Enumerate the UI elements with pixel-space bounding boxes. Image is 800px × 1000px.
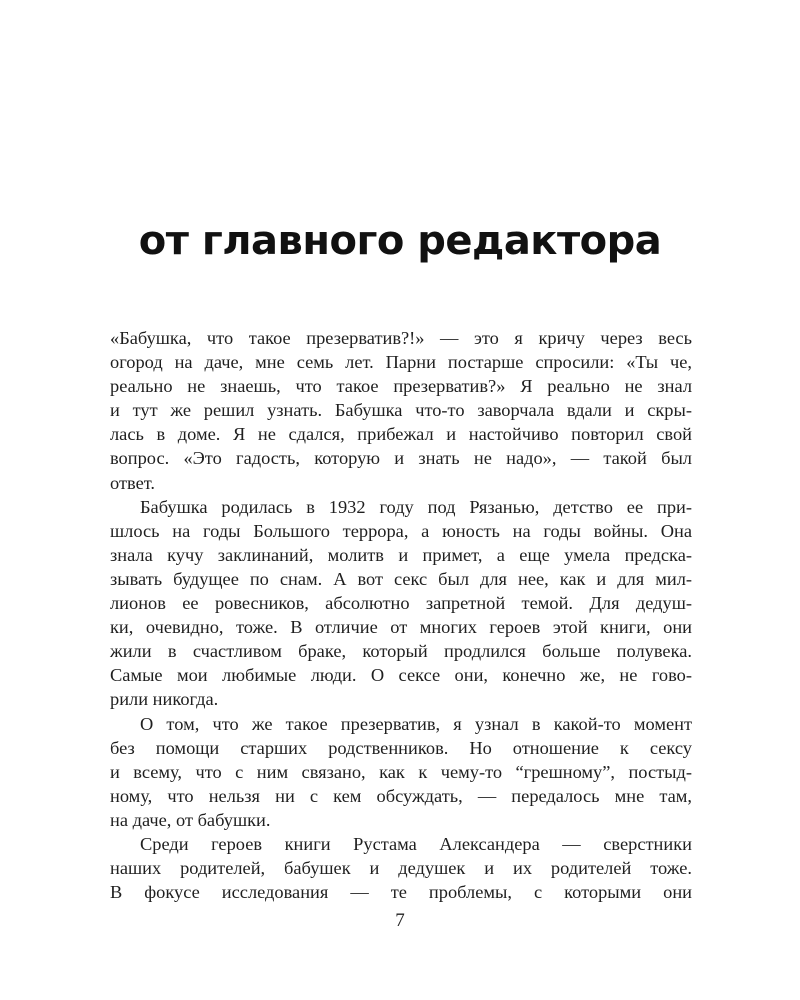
text-line: Бабушка родилась в 1932 году под Рязанью, детство ее при- bbox=[140, 496, 692, 517]
text-line: жили в счастливом браке, который продлился больше полувека. bbox=[110, 641, 692, 662]
paragraph-3 bbox=[110, 712, 692, 832]
text-line: О том, что же такое презерватив, я узнал в какой-то момент bbox=[140, 713, 692, 734]
text-line: реально не знаешь, что такое презерватив?» Я реально не знал bbox=[110, 376, 692, 397]
text-line: Среди героев книги Рустама Александера — сверстники bbox=[140, 833, 692, 854]
text-line: и всему, что с ним связано, как к чему-то “грешному”, постыд- bbox=[110, 761, 692, 782]
text-line: лась в доме. Я не сдался, прибежал и настойчиво повторил свой bbox=[110, 424, 692, 445]
text-line: ответ. bbox=[110, 472, 155, 493]
body-text bbox=[110, 326, 692, 904]
text-line: на даче, от бабушки. bbox=[110, 809, 271, 830]
text-line: В фокусе исследования — те проблемы, с которыми они bbox=[110, 882, 692, 903]
text-line: зывать будущее по снам. А вот секс был для нее, как и для мил- bbox=[110, 568, 692, 589]
text-line: огород на даче, мне семь лет. Парни постарше спросили: «Ты че, bbox=[110, 352, 692, 373]
paragraph-2 bbox=[110, 495, 692, 712]
text-line: Самые мои любимые люди. О сексе они, конечно же, не гово- bbox=[110, 665, 692, 686]
text-line: знала кучу заклинаний, молитв и примет, а еще умела предска- bbox=[110, 544, 692, 565]
chapter-heading: от главного редактора bbox=[138, 218, 662, 264]
paragraph-4 bbox=[110, 832, 692, 904]
text-line: рили никогда. bbox=[110, 689, 219, 710]
paragraph-1 bbox=[110, 326, 692, 495]
text-line: ному, что нельзя ни с кем обсуждать, — передалось мне там, bbox=[110, 785, 692, 806]
text-line: ки, очевидно, тоже. В отличие от многих героев этой книги, они bbox=[110, 617, 692, 638]
text-line: лионов ее ровесников, абсолютно запретной темой. Для дедуш- bbox=[110, 593, 692, 614]
page-number: 7 bbox=[395, 910, 405, 931]
text-line: «Бабушка, что такое презерватив?!» — это я кричу через весь bbox=[110, 328, 692, 348]
text-line: наших родителей, бабушек и дедушек и их родителей тоже. bbox=[110, 858, 692, 879]
text-line: вопрос. «Это гадость, которую и знать не надо», — такой был bbox=[110, 448, 692, 469]
text-line: шлось на годы Большого террора, а юность на годы войны. Она bbox=[110, 520, 692, 541]
text-line: и тут же решил узнать. Бабушка что-то заворчала вдали и скры- bbox=[110, 400, 692, 421]
text-line: без помощи старших родственников. Но отношение к сексу bbox=[110, 737, 692, 758]
